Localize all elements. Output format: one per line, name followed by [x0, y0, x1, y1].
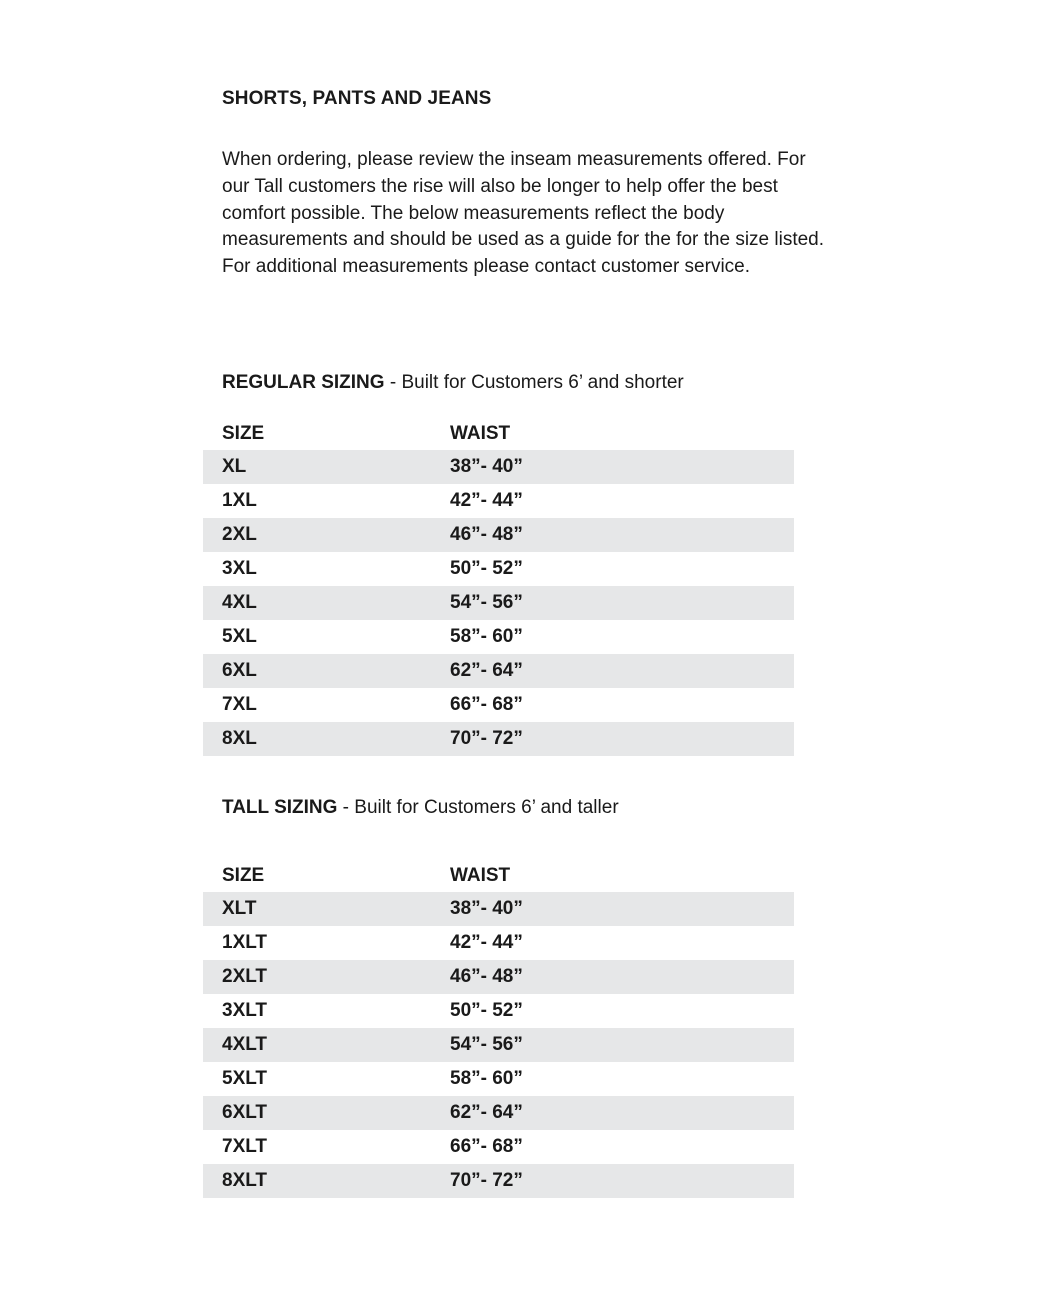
waist-cell: 42”- 44”	[450, 926, 794, 960]
tall-sizing-heading	[222, 797, 619, 819]
table-row	[203, 722, 794, 756]
size-cell: 3XLT	[203, 994, 450, 1028]
waist-cell: 58”- 60”	[450, 620, 794, 654]
waist-cell: 42”- 44”	[450, 484, 794, 518]
waist-cell: 46”- 48”	[450, 518, 794, 552]
tall-sizing-subheading: Built for Customers 6’ and taller	[354, 797, 619, 818]
size-cell: 1XL	[203, 484, 450, 518]
size-cell: 4XLT	[203, 1028, 450, 1062]
waist-column-header: WAIST	[450, 422, 511, 444]
regular-sizing-separator: -	[384, 372, 402, 393]
size-cell: 2XL	[203, 518, 450, 552]
table-header-row	[203, 859, 794, 892]
table-row	[203, 892, 794, 926]
size-cell: 6XL	[203, 654, 450, 688]
waist-cell: 70”- 72”	[450, 722, 794, 756]
table-row	[203, 960, 794, 994]
waist-cell: 62”- 64”	[450, 1096, 794, 1130]
waist-cell: 54”- 56”	[450, 586, 794, 620]
waist-cell: 66”- 68”	[450, 1130, 794, 1164]
regular-size-table	[203, 417, 794, 756]
size-cell: 5XL	[203, 620, 450, 654]
waist-cell: 50”- 52”	[450, 552, 794, 586]
waist-cell: 54”- 56”	[450, 1028, 794, 1062]
table-row	[203, 1096, 794, 1130]
table-row	[203, 994, 794, 1028]
size-cell: 5XLT	[203, 1062, 450, 1096]
size-column-header: SIZE	[222, 864, 265, 886]
table-row	[203, 552, 794, 586]
waist-cell: 50”- 52”	[450, 994, 794, 1028]
waist-cell: 58”- 60”	[450, 1062, 794, 1096]
table-row	[203, 450, 794, 484]
tall-sizing-separator: -	[337, 797, 355, 818]
regular-sizing-heading	[222, 372, 684, 394]
size-column-header: SIZE	[222, 422, 265, 444]
table-row	[203, 1062, 794, 1096]
table-row	[203, 1130, 794, 1164]
waist-column-header: WAIST	[450, 864, 511, 886]
size-cell: 3XL	[203, 552, 450, 586]
table-row	[203, 1028, 794, 1062]
table-row	[203, 1164, 794, 1198]
size-cell: 7XL	[203, 688, 450, 722]
tall-size-table	[203, 859, 794, 1198]
size-cell: 4XL	[203, 586, 450, 620]
table-row	[203, 620, 794, 654]
regular-sizing-subheading: Built for Customers 6’ and shorter	[401, 372, 684, 393]
tall-sizing-label: TALL SIZING	[222, 797, 338, 818]
table-row	[203, 518, 794, 552]
page-title: SHORTS, PANTS AND JEANS	[222, 88, 492, 109]
size-cell: 8XL	[203, 722, 450, 756]
table-header-row	[203, 417, 794, 450]
waist-cell: 38”- 40”	[450, 450, 794, 484]
table-row	[203, 586, 794, 620]
waist-cell: 66”- 68”	[450, 688, 794, 722]
table-row	[203, 688, 794, 722]
size-cell: 6XLT	[203, 1096, 450, 1130]
waist-cell: 62”- 64”	[450, 654, 794, 688]
waist-cell: 70”- 72”	[450, 1164, 794, 1198]
size-cell: XLT	[203, 892, 450, 926]
size-cell: XL	[203, 450, 450, 484]
table-row	[203, 926, 794, 960]
table-row	[203, 484, 794, 518]
size-cell: 8XLT	[203, 1164, 450, 1198]
waist-cell: 38”- 40”	[450, 892, 794, 926]
intro-paragraph: When ordering, please review the inseam measurements offered. For our Tall customers the rise will also be longer to help offer the best comfort possible. The below measurements reflect the body measurements and should be used as a guide for the for the size listed. For additional measurements please contact customer service.	[222, 149, 825, 278]
waist-cell: 46”- 48”	[450, 960, 794, 994]
size-cell: 2XLT	[203, 960, 450, 994]
size-cell: 7XLT	[203, 1130, 450, 1164]
table-row	[203, 654, 794, 688]
size-cell: 1XLT	[203, 926, 450, 960]
regular-sizing-label: REGULAR SIZING	[222, 372, 385, 393]
